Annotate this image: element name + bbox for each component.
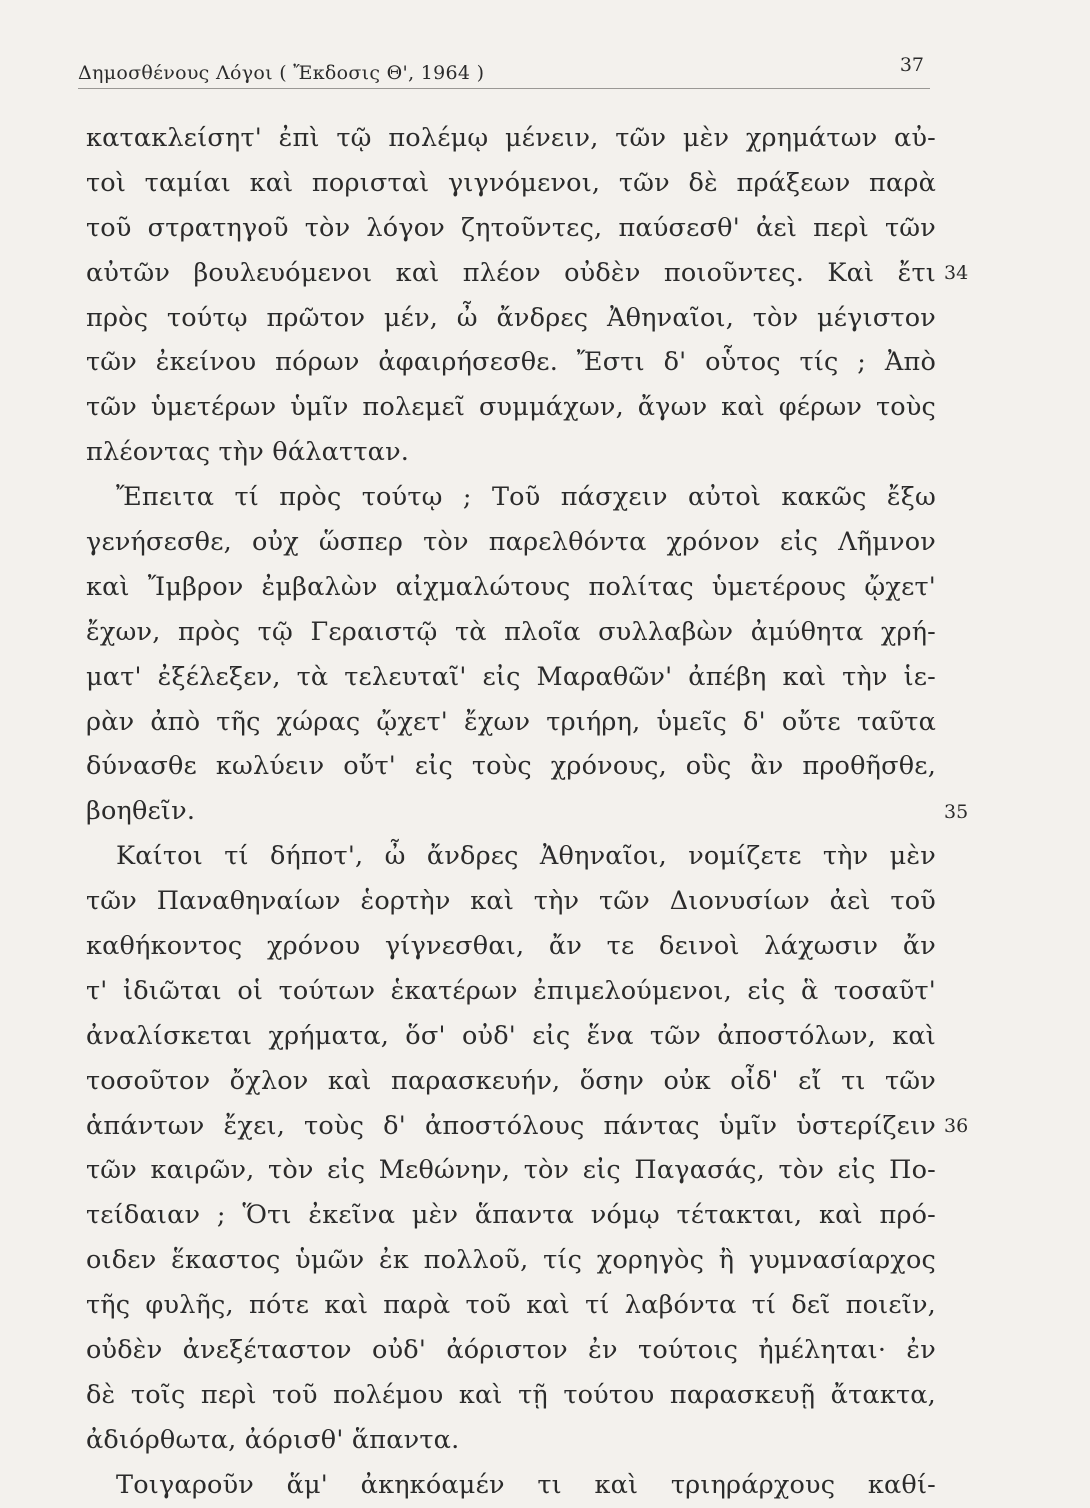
running-header	[78, 54, 930, 90]
text-line: τῶν ἐκείνου πόρων ἀφαιρήσεσθε. Ἔστι δ' οὗτος τίς ; Ἀπὸ	[86, 347, 936, 378]
section-number: 34	[944, 261, 969, 284]
text-line: οιδεν ἕκαστος ὑμῶν ἐκ πολλοῦ, τίς χορηγὸς ἢ γυμνασίαρχος	[86, 1245, 936, 1276]
text-line: τοσοῦτον ὄχλον καὶ παρασκευήν, ὅσην οὐκ οἶδ' εἴ τι τῶν	[86, 1065, 936, 1096]
text-line: αὐτῶν βουλευόμενοι καὶ πλέον οὐδὲν ποιοῦντες. Καὶ ἔτι	[86, 257, 936, 288]
text-line: κατακλείσητ' ἐπὶ τῷ πολέμῳ μένειν, τῶν μὲν χρημάτων αὐ-	[86, 123, 936, 153]
text-line: πρὸς τούτῳ πρῶτον μέν, ὦ ἄνδρες Ἀθηναῖοι, τὸν μέγιστον	[86, 302, 936, 333]
body-text	[86, 116, 936, 1508]
text-line: οὐδὲν ἀνεξέταστον οὐδ' ἀόριστον ἐν τούτοις ἠμέληται· ἐν	[86, 1335, 936, 1366]
text-line: καθήκοντος χρόνου γίγνεσθαι, ἄν τε δεινοὶ λάχωσιν ἄν	[86, 931, 936, 962]
text-line: ἀδιόρθωτα, ἀόρισθ' ἅπαντα.	[86, 1424, 460, 1455]
text-line: τῆς φυλῆς, πότε καὶ παρὰ τοῦ καὶ τί λαβόντα τί δεῖ ποιεῖν,	[86, 1290, 936, 1321]
text-line: τοὶ ταμίαι καὶ πορισταὶ γιγνόμενοι, τῶν δὲ πράξεων παρὰ	[86, 167, 936, 198]
text-line: γενήσεσθε, οὐχ ὥσπερ τὸν παρελθόντα χρόνον εἰς Λῆμνον	[86, 527, 936, 558]
text-line: τῶν καιρῶν, τὸν εἰς Μεθώνην, τὸν εἰς Παγασάς, τὸν εἰς Πο-	[86, 1155, 936, 1186]
section-number: 35	[944, 800, 969, 823]
text-line: δύνασθε κωλύειν οὔτ' εἰς τοὺς χρόνους, οὓς ἂν προθῆσθε,	[86, 751, 936, 782]
text-line: ἔχων, πρὸς τῷ Γεραιστῷ τὰ πλοῖα συλλαβὼν ἀμύθητα χρή-	[86, 616, 936, 647]
text-line: ρὰν ἀπὸ τῆς χώρας ᾤχετ' ἔχων τριήρη, ὑμεῖς δ' οὔτε ταῦτα	[86, 706, 936, 737]
text-line: ἁπάντων ἔχει, τοὺς δ' ἀποστόλους πάντας ὑμῖν ὑστερίζειν	[86, 1110, 936, 1141]
text-line: δὲ τοῖς περὶ τοῦ πολέμου καὶ τῇ τούτου παρασκευῇ ἄτακτα,	[86, 1379, 936, 1410]
text-line: βοηθεῖν.	[86, 796, 196, 827]
text-line: ἀναλίσκεται χρήματα, ὅσ' οὐδ' εἰς ἕνα τῶν ἀποστόλων, καὶ	[86, 1020, 936, 1051]
section-number: 36	[944, 1114, 969, 1137]
text-line: καὶ Ἴμβρον ἐμβαλὼν αἰχμαλώτους πολίτας ὑμετέρους ᾤχετ'	[86, 571, 936, 602]
header-rule	[78, 88, 930, 89]
running-title: Δημοσθένους Λόγοι ( Ἔκδοσις Θ', 1964 )	[78, 62, 485, 84]
text-line: Ἔπειτα τί πρὸς τούτῳ ; Τοῦ πάσχειν αὐτοὶ κακῶς ἔξω	[116, 482, 936, 513]
text-line: τοῦ στρατηγοῦ τὸν λόγον ζητοῦντες, παύσεσθ' ἀεὶ περὶ τῶν	[86, 212, 936, 243]
text-line: πλέοντας τὴν θάλατταν.	[86, 437, 410, 468]
text-line: Καίτοι τί δήποτ', ὦ ἄνδρες Ἀθηναῖοι, νομίζετε τὴν μὲν	[116, 841, 936, 872]
text-line: τ' ἰδιῶται οἱ τούτων ἑκατέρων ἐπιμελούμενοι, εἰς ἃ τοσαῦτ'	[86, 975, 936, 1006]
page-number: 37	[899, 54, 924, 76]
text-line: τῶν ὑμετέρων ὑμῖν πολεμεῖ συμμάχων, ἄγων καὶ φέρων τοὺς	[86, 392, 936, 423]
text-line: τείδαιαν ; Ὅτι ἐκεῖνα μὲν ἅπαντα νόμῳ τέτακται, καὶ πρό-	[86, 1200, 936, 1231]
text-line: ματ' ἐξέλεξεν, τὰ τελευταῖ' εἰς Μαραθῶν' ἀπέβη καὶ τὴν ἱε-	[86, 661, 936, 692]
text-line: Τοιγαροῦν ἅμ' ἀκηκόαμέν τι καὶ τριηράρχους καθί-	[116, 1469, 936, 1500]
text-line: τῶν Παναθηναίων ἑορτὴν καὶ τὴν τῶν Διονυσίων ἀεὶ τοῦ	[86, 886, 936, 917]
